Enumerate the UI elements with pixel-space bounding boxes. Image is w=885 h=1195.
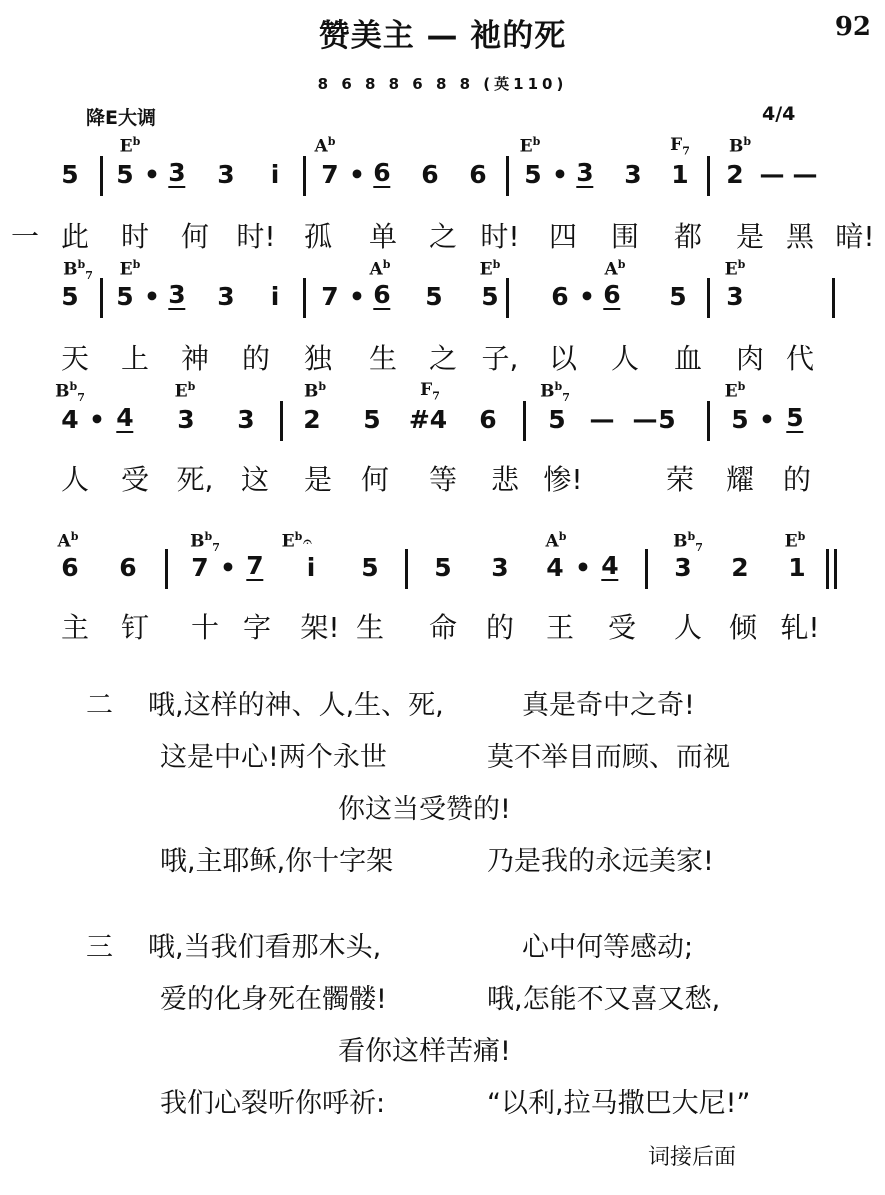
note: 3 <box>237 405 255 434</box>
verse-line-first-half: 哦,主耶稣,你十字架 <box>160 846 394 877</box>
lyric-syllable: 主 <box>60 611 90 644</box>
lyric-syllable: 以 <box>548 342 578 375</box>
note: 5 <box>658 405 676 434</box>
lyric-syllable: 字 <box>242 611 272 644</box>
barline <box>707 278 710 318</box>
lyric-syllable: 耀 <box>725 463 755 496</box>
lyric-syllable: 十 <box>190 611 220 644</box>
lyric-syllable: 四 <box>548 220 578 253</box>
verse-number: 二 <box>86 690 113 721</box>
extension-dash: — <box>589 405 615 434</box>
lyric-syllable: 倾 <box>728 611 758 644</box>
chord-symbol: $E^b$ <box>519 135 541 157</box>
lyric-syllable: 人 <box>673 611 703 644</box>
chord-symbol: $A^b$ <box>369 258 391 280</box>
verse-line: 你这当受赞的! <box>338 794 511 825</box>
note: 5 <box>481 282 499 311</box>
note: 7 <box>191 553 209 582</box>
augmentation-dot: • <box>579 282 595 311</box>
lyric-syllable: 受 <box>607 611 637 644</box>
lyric-syllable: 惨! <box>543 463 583 496</box>
note: 3 <box>491 553 509 582</box>
note: i <box>270 282 280 311</box>
chord-symbol: $B^b_7$ <box>63 258 93 283</box>
note: 5 <box>363 405 381 434</box>
lyric-syllable: 是 <box>303 463 333 496</box>
augmentation-dot: • <box>89 405 105 434</box>
lyric-syllable: 命 <box>428 611 458 644</box>
lyric-syllable: 时! <box>236 220 276 253</box>
lyric-syllable: 的 <box>782 463 812 496</box>
lyric-syllable: 生 <box>368 342 398 375</box>
barline <box>303 278 306 318</box>
hymn-title: 赞美主 — 祂的死 <box>318 18 567 54</box>
lyric-syllable: 死, <box>176 463 214 496</box>
note: 3 <box>168 280 186 309</box>
lyric-syllable: 一 <box>10 220 40 253</box>
note: 6 <box>373 280 391 309</box>
augmentation-dot: • <box>552 160 568 189</box>
key-signature: 降E大调 <box>86 107 156 129</box>
verse-line-second-half: 心中何等感动; <box>522 932 694 963</box>
note: 5 <box>548 405 566 434</box>
lyric-syllable: 独 <box>303 342 333 375</box>
note: #4 <box>408 405 448 434</box>
barline <box>707 156 710 196</box>
note: 2 <box>303 405 321 434</box>
lyric-syllable: 何 <box>360 463 390 496</box>
lyric-syllable: 暗! <box>835 220 875 253</box>
note: 6 <box>603 280 621 309</box>
chord-symbol: $E^b$ <box>119 135 141 157</box>
note: 6 <box>373 158 391 187</box>
lyric-syllable: 上 <box>120 342 150 375</box>
lyric-syllable: 单 <box>368 220 398 253</box>
barline <box>280 401 283 441</box>
augmentation-dot: • <box>220 553 236 582</box>
chord-symbol: $A^b$ <box>57 530 79 552</box>
fermata-icon: 𝄐 <box>303 532 312 551</box>
note: 3 <box>576 158 594 187</box>
verse-line-second-half: 哦,怎能不又喜又愁, <box>487 984 721 1015</box>
verse-line-second-half: 真是奇中之奇! <box>522 690 695 721</box>
barline <box>165 549 168 589</box>
extension-dash: — <box>632 405 658 434</box>
barline <box>523 401 526 441</box>
note: 5 <box>425 282 443 311</box>
lyric-syllable: 王 <box>545 611 575 644</box>
lyric-syllable: 围 <box>610 220 640 253</box>
lyric-syllable: 天 <box>60 342 90 375</box>
lyric-syllable: 的 <box>241 342 271 375</box>
time-signature: 4/4 <box>762 103 796 125</box>
lyric-syllable: 神 <box>180 342 210 375</box>
verse-line-first-half: 我们心裂听你呼祈: <box>160 1088 386 1119</box>
chord-symbol: $E^b$ <box>119 258 141 280</box>
page-number: 92 <box>834 12 871 42</box>
lyric-syllable: 代 <box>785 342 815 375</box>
chord-symbol: $A^b$ <box>545 530 567 552</box>
lyric-syllable: 钉 <box>120 611 150 644</box>
barline <box>506 156 509 196</box>
extension-dash: — <box>759 160 785 189</box>
lyric-syllable: 荣 <box>665 463 695 496</box>
footer-note: 词接后面 <box>648 1145 737 1170</box>
note: 5 <box>61 160 79 189</box>
augmentation-dot: • <box>575 553 591 582</box>
barline <box>645 549 648 589</box>
lyric-syllable: 等 <box>428 463 458 496</box>
chord-symbol: $B^b$ <box>728 135 752 157</box>
note: 3 <box>177 405 195 434</box>
note: 6 <box>469 160 487 189</box>
lyric-syllable: 孤 <box>303 220 333 253</box>
meter-line: 8 6 8 8 6 8 8 (英110) <box>317 75 568 93</box>
note: 5 <box>116 282 134 311</box>
note: 3 <box>168 158 186 187</box>
verse-line-second-half: “以利,拉马撒巴大尼!” <box>487 1088 751 1119</box>
verse-number: 三 <box>86 932 113 963</box>
note: 3 <box>726 282 744 311</box>
augmentation-dot: • <box>144 160 160 189</box>
barline <box>834 549 837 589</box>
lyric-syllable: 生 <box>355 611 385 644</box>
chord-symbol: $E^b$ <box>784 530 806 552</box>
barline <box>303 156 306 196</box>
note: 3 <box>217 160 235 189</box>
note: 2 <box>731 553 749 582</box>
note: 3 <box>674 553 692 582</box>
note: 4 <box>546 553 564 582</box>
augmentation-dot: • <box>144 282 160 311</box>
lyric-syllable: 都 <box>673 220 703 253</box>
note: 5 <box>116 160 134 189</box>
barline <box>100 156 103 196</box>
lyric-syllable: 之 <box>428 342 458 375</box>
lyric-syllable: 人 <box>610 342 640 375</box>
barline <box>832 278 835 318</box>
lyric-syllable: 时 <box>120 220 150 253</box>
barline <box>826 549 829 589</box>
note: 7 <box>246 551 264 580</box>
lyric-syllable: 子, <box>481 342 519 375</box>
augmentation-dot: • <box>349 282 365 311</box>
note: 5 <box>61 282 79 311</box>
chord-symbol: $E^b$ <box>174 380 196 402</box>
note: 5 <box>361 553 379 582</box>
note: 5 <box>524 160 542 189</box>
chord-symbol: $B^b_7$ <box>673 530 703 555</box>
note: 6 <box>551 282 569 311</box>
verse-line: 看你这样苦痛! <box>338 1036 511 1067</box>
note: 3 <box>624 160 642 189</box>
chord-symbol: $A^b$ <box>604 258 626 280</box>
note: 4 <box>61 405 79 434</box>
note: 6 <box>479 405 497 434</box>
verse-line-second-half: 乃是我的永远美家! <box>487 846 714 877</box>
chord-symbol: $B^b$ <box>303 380 327 402</box>
chord-symbol: $E^b$ <box>724 380 746 402</box>
chord-symbol: $B^b_7$ <box>190 530 220 555</box>
barline <box>100 278 103 318</box>
lyric-syllable: 是 <box>735 220 765 253</box>
note: 6 <box>61 553 79 582</box>
chord-symbol: $E^b$ <box>281 530 303 552</box>
note: 2 <box>726 160 744 189</box>
barline <box>707 401 710 441</box>
chord-symbol: $E^b$ <box>479 258 501 280</box>
lyric-syllable: 此 <box>60 220 90 253</box>
lyric-syllable: 的 <box>485 611 515 644</box>
lyric-syllable: 悲 <box>490 463 520 496</box>
note: 5 <box>786 403 804 432</box>
note: 6 <box>421 160 439 189</box>
note: 5 <box>669 282 687 311</box>
chord-symbol: $E^b$ <box>724 258 746 280</box>
lyric-syllable: 黑 <box>785 220 815 253</box>
lyric-syllable: 时! <box>480 220 520 253</box>
note: 4 <box>116 403 134 432</box>
chord-symbol: $F_7$ <box>420 380 440 403</box>
note: i <box>306 553 316 582</box>
lyric-syllable: 受 <box>120 463 150 496</box>
lyric-syllable: 何 <box>180 220 210 253</box>
lyric-syllable: 轧! <box>780 611 820 644</box>
lyric-syllable: 架! <box>300 611 340 644</box>
augmentation-dot: • <box>759 405 775 434</box>
note: i <box>270 160 280 189</box>
verse-line-first-half: 哦,这样的神、人,生、死, <box>148 690 444 721</box>
note: 4 <box>601 551 619 580</box>
verse-line-first-half: 这是中心!两个永世 <box>160 742 387 773</box>
chord-symbol: $F_7$ <box>670 135 690 158</box>
lyric-syllable: 之 <box>428 220 458 253</box>
note: 7 <box>321 282 339 311</box>
barline <box>405 549 408 589</box>
chord-symbol: $A^b$ <box>314 135 336 157</box>
verse-line-second-half: 莫不举目而顾、而视 <box>487 742 730 773</box>
note: 6 <box>119 553 137 582</box>
note: 1 <box>671 160 689 189</box>
note: 5 <box>434 553 452 582</box>
chord-symbol: $B^b_7$ <box>55 380 85 405</box>
extension-dash: — <box>792 160 818 189</box>
note: 3 <box>217 282 235 311</box>
note: 1 <box>788 553 806 582</box>
barline <box>506 278 509 318</box>
lyric-syllable: 人 <box>60 463 90 496</box>
lyric-syllable: 肉 <box>735 342 765 375</box>
note: 5 <box>731 405 749 434</box>
lyric-syllable: 血 <box>673 342 703 375</box>
verse-line-first-half: 哦,当我们看那木头, <box>148 932 382 963</box>
chord-symbol: $B^b_7$ <box>540 380 570 405</box>
lyric-syllable: 这 <box>240 463 270 496</box>
augmentation-dot: • <box>349 160 365 189</box>
note: 7 <box>321 160 339 189</box>
verse-line-first-half: 爱的化身死在髑髅! <box>160 984 387 1015</box>
